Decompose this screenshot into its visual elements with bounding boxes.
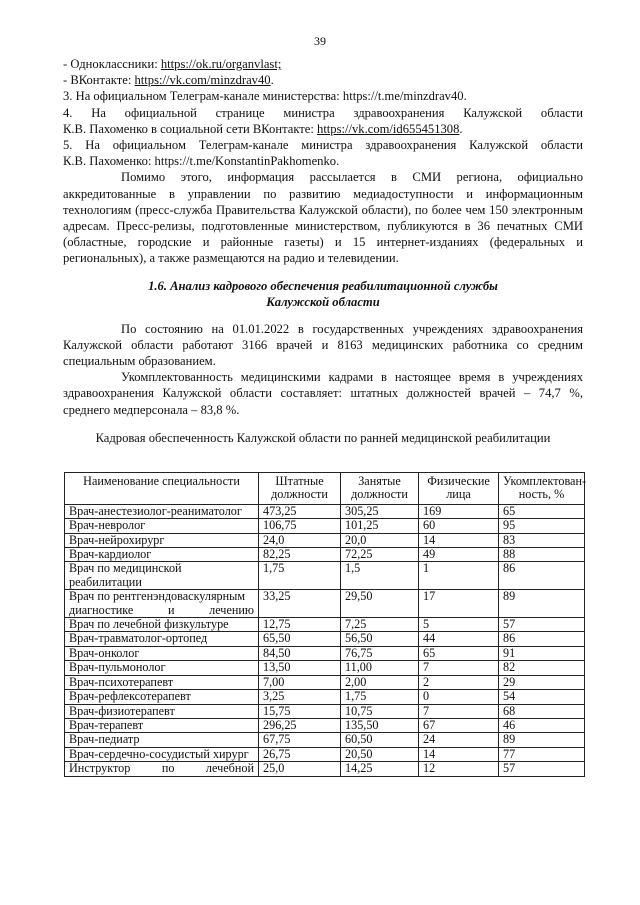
cell-staffing-percent: 95 xyxy=(499,519,585,533)
cell-specialty: Врач-анестезиолог-реаниматолог xyxy=(65,504,259,518)
table-row xyxy=(65,690,585,704)
cell-persons: 0 xyxy=(419,690,499,704)
cell-specialty: Врач-невролог xyxy=(65,519,259,533)
cell-occupied-positions: 60,50 xyxy=(341,733,419,747)
cell-occupied-positions: 135,50 xyxy=(341,718,419,732)
cell-staffing-percent: 86 xyxy=(499,562,585,590)
cell-persons: 1 xyxy=(419,562,499,590)
cell-staffing-percent: 65 xyxy=(499,504,585,518)
contact-line-odnoklassniki xyxy=(63,56,583,72)
cell-staffing-percent: 46 xyxy=(499,718,585,732)
cell-staff-positions: 25,0 xyxy=(259,762,341,776)
cell-specialty: Врач-онколог xyxy=(65,646,259,660)
contact-label: - ВКонтакте: xyxy=(63,73,135,88)
cell-occupied-positions: 305,25 xyxy=(341,504,419,518)
contact-label: - Одноклассники: xyxy=(63,57,161,71)
cell-persons: 44 xyxy=(419,632,499,646)
cell-persons: 169 xyxy=(419,504,499,518)
cell-persons: 7 xyxy=(419,661,499,675)
contact-line-minister-vk-2 xyxy=(63,121,583,137)
cell-occupied-positions: 29,50 xyxy=(341,590,419,618)
cell-specialty: Врач-травматолог-ортопед xyxy=(65,632,259,646)
cell-specialty: Врач-физиотерапевт xyxy=(65,704,259,718)
cell-staff-positions: 84,50 xyxy=(259,646,341,660)
cell-occupied-positions: 11,00 xyxy=(341,661,419,675)
cell-occupied-positions: 56,50 xyxy=(341,632,419,646)
cell-staff-positions: 3,25 xyxy=(259,690,341,704)
cell-specialty: Врач по медицинской реабилитации xyxy=(65,562,259,590)
contact-line-vkontakte xyxy=(63,72,583,88)
table-row xyxy=(65,618,585,632)
section-title-line-2: Калужской области xyxy=(266,294,380,309)
header-staff-positions: Штатные должности xyxy=(259,473,341,505)
cell-staffing-percent: 88 xyxy=(499,548,585,562)
table-row xyxy=(65,661,585,675)
cell-staffing-percent: 89 xyxy=(499,733,585,747)
cell-occupied-positions: 72,25 xyxy=(341,548,419,562)
header-staffing-percent: Укомплектован-ность, % xyxy=(499,473,585,505)
table-caption: Кадровая обеспеченность Калужской области по ранней медицинской реабилитации xyxy=(95,430,551,445)
cell-specialty: Врач-сердечно-сосудистый хирург xyxy=(65,747,259,761)
cell-persons: 2 xyxy=(419,675,499,689)
vkontakte-link[interactable]: https://vk.com/minzdrav40 xyxy=(134,73,271,88)
cell-occupied-positions: 1,5 xyxy=(341,562,419,590)
cell-specialty: Врач-кардиолог xyxy=(65,548,259,562)
page-number: 39 xyxy=(314,34,326,48)
cell-occupied-positions: 10,75 xyxy=(341,704,419,718)
contact-line-minister-telegram-2: К.В. Пахоменко: https://t.me/KonstantinPakhomenko. xyxy=(63,154,340,169)
cell-staff-positions: 296,25 xyxy=(259,718,341,732)
table-row xyxy=(65,733,585,747)
cell-staffing-percent: 68 xyxy=(499,704,585,718)
cell-occupied-positions: 1,75 xyxy=(341,690,419,704)
cell-occupied-positions: 101,25 xyxy=(341,519,419,533)
table-row xyxy=(65,519,585,533)
contact-line-telegram-ministry: 3. На официальном Телеграм-канале министерства: https://t.me/minzdrav40. xyxy=(63,89,467,104)
cell-specialty: Инструктор по лечебной xyxy=(65,762,259,776)
cell-specialty: Врач по рентгенэндоваскулярным диагностике и лечению xyxy=(65,590,259,618)
cell-staffing-percent: 91 xyxy=(499,646,585,660)
odnoklassniki-link[interactable]: https://ok.ru/organvlast; xyxy=(160,57,282,71)
cell-staff-positions: 26,75 xyxy=(259,747,341,761)
cell-persons: 5 xyxy=(419,618,499,632)
paragraph-staffing-level: Укомплектованность медицинскими кадрами в настоящее время в учреждениях здравоохранения Калужской области составляет: штатных должностей врачей – 74,7 %, среднего медперсонала – 83,8 %. xyxy=(63,370,583,417)
contact-line-minister-telegram-1: 5. На официальном Телеграм-канале министра здравоохранения Калужской области xyxy=(63,138,583,153)
cell-occupied-positions: 20,50 xyxy=(341,747,419,761)
header-specialty: Наименование специальности xyxy=(65,473,259,505)
cell-staffing-percent: 29 xyxy=(499,675,585,689)
cell-staff-positions: 12,75 xyxy=(259,618,341,632)
cell-staff-positions: 82,25 xyxy=(259,548,341,562)
table-row xyxy=(65,548,585,562)
table-row xyxy=(65,704,585,718)
cell-persons: 14 xyxy=(419,533,499,547)
table-row xyxy=(65,533,585,547)
header-persons: Физические лица xyxy=(419,473,499,505)
cell-persons: 7 xyxy=(419,704,499,718)
table-row xyxy=(65,632,585,646)
cell-staff-positions: 1,75 xyxy=(259,562,341,590)
cell-staffing-percent: 57 xyxy=(499,762,585,776)
cell-occupied-positions: 14,25 xyxy=(341,762,419,776)
cell-persons: 67 xyxy=(419,718,499,732)
cell-specialty: Врач-рефлексотерапевт xyxy=(65,690,259,704)
cell-specialty: Врач-педиатр xyxy=(65,733,259,747)
cell-staffing-percent: 82 xyxy=(499,661,585,675)
cell-persons: 12 xyxy=(419,762,499,776)
cell-staff-positions: 65,50 xyxy=(259,632,341,646)
table-row xyxy=(65,562,585,590)
table-row xyxy=(65,747,585,761)
paragraph-staff-count: По состоянию на 01.01.2022 в государственных учреждениях здравоохранения Калужской области работают 3166 врачей и 8163 медицинских работника со средним специальным образованием. xyxy=(63,321,583,369)
cell-staff-positions: 67,75 xyxy=(259,733,341,747)
cell-specialty: Врач-нейрохирург xyxy=(65,533,259,547)
table-header-row xyxy=(65,473,585,505)
paragraph-media-distribution: Помимо этого, информация рассылается в СМИ региона, официально аккредитованные в управлении по развитию медиадоступности и информационным технологиям (пресс-служба Правительства Калужской области), по более чем 150 электронным адресам. Пресс-релизы, подготовленные министерством, публикуются в 36 печатных СМИ (областные, городские и районные газеты) и 15 интернет-изданиях (федеральных и региональных), а также размещаются на радио и телевидении. xyxy=(63,170,583,266)
cell-persons: 60 xyxy=(419,519,499,533)
cell-persons: 14 xyxy=(419,747,499,761)
cell-persons: 17 xyxy=(419,590,499,618)
section-title xyxy=(63,278,583,310)
cell-specialty: Врач-пульмонолог xyxy=(65,661,259,675)
table-row xyxy=(65,504,585,518)
cell-specialty: Врач-терапевт xyxy=(65,718,259,732)
document-body xyxy=(63,56,583,452)
contact-suffix: . xyxy=(459,121,463,136)
cell-occupied-positions: 2,00 xyxy=(341,675,419,689)
staffing-table xyxy=(64,472,585,777)
table-row xyxy=(65,718,585,732)
cell-staffing-percent: 54 xyxy=(499,690,585,704)
table-row xyxy=(65,762,585,776)
cell-staff-positions: 13,50 xyxy=(259,661,341,675)
cell-persons: 65 xyxy=(419,646,499,660)
cell-staff-positions: 33,25 xyxy=(259,590,341,618)
cell-staffing-percent: 86 xyxy=(499,632,585,646)
header-occupied-positions: Занятые должности xyxy=(341,473,419,505)
cell-occupied-positions: 7,25 xyxy=(341,618,419,632)
minister-vk-link[interactable]: https://vk.com/id655451308 xyxy=(317,121,460,136)
table-row xyxy=(65,646,585,660)
cell-occupied-positions: 20,0 xyxy=(341,533,419,547)
cell-persons: 24 xyxy=(419,733,499,747)
contact-suffix: . xyxy=(270,73,274,88)
cell-staffing-percent: 57 xyxy=(499,618,585,632)
table-row xyxy=(65,675,585,689)
cell-staff-positions: 7,00 xyxy=(259,675,341,689)
section-title-line-1: 1.6. Анализ кадрового обеспечения реабилитационной службы xyxy=(148,278,498,293)
cell-staffing-percent: 89 xyxy=(499,590,585,618)
contact-line-minister-vk-1: 4. На официальной странице министра здравоохранения Калужской области xyxy=(63,105,583,120)
cell-staff-positions: 106,75 xyxy=(259,519,341,533)
cell-staff-positions: 15,75 xyxy=(259,704,341,718)
contact-label: К.В. Пахоменко в социальной сети ВКонтакте: xyxy=(63,121,318,136)
cell-occupied-positions: 76,75 xyxy=(341,646,419,660)
cell-staffing-percent: 77 xyxy=(499,747,585,761)
table-row xyxy=(65,590,585,618)
table-body xyxy=(65,504,585,776)
cell-persons: 49 xyxy=(419,548,499,562)
cell-staff-positions: 24,0 xyxy=(259,533,341,547)
cell-staffing-percent: 83 xyxy=(499,533,585,547)
cell-specialty: Врач по лечебной физкультуре xyxy=(65,618,259,632)
cell-staff-positions: 473,25 xyxy=(259,504,341,518)
cell-specialty: Врач-психотерапевт xyxy=(65,675,259,689)
